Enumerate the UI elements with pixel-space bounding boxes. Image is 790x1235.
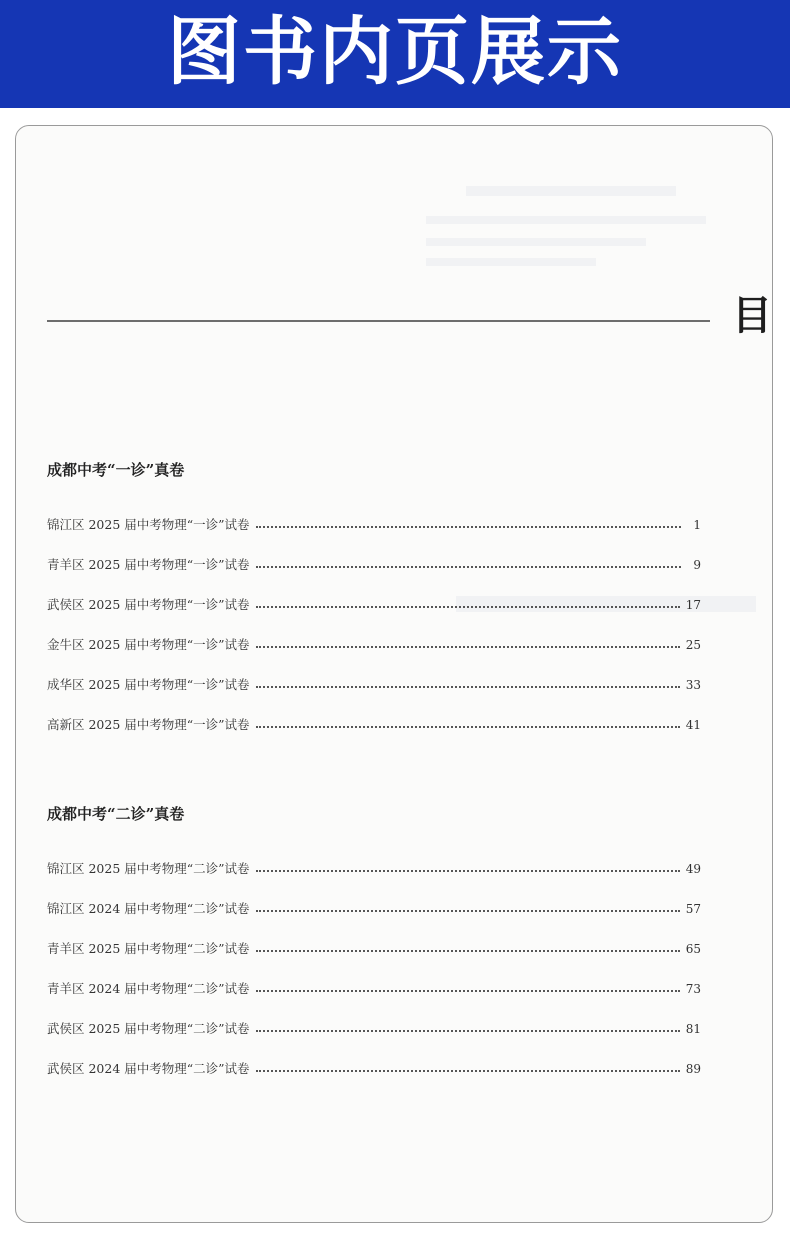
dot-leader xyxy=(256,685,680,688)
dot-leader xyxy=(256,989,680,992)
dot-leader xyxy=(256,1069,680,1072)
toc-entry[interactable] xyxy=(47,937,701,955)
toc-entry-title: 成华区 2025 届中考物理“一诊”试卷 xyxy=(47,676,250,692)
toc-entry-title: 锦江区 2025 届中考物理“一诊”试卷 xyxy=(47,516,250,532)
toc-entry[interactable] xyxy=(47,633,701,651)
toc-entry-title: 青羊区 2024 届中考物理“二诊”试卷 xyxy=(47,980,250,996)
toc-entry-page: 41 xyxy=(685,718,701,732)
toc-entry[interactable] xyxy=(47,713,701,731)
dot-leader xyxy=(256,869,680,872)
dot-leader xyxy=(256,525,681,528)
toc-entry[interactable] xyxy=(47,897,701,915)
section-heading: 成都中考“二诊”真卷 xyxy=(47,805,185,823)
toc-entry-title: 锦江区 2025 届中考物理“二诊”试卷 xyxy=(47,860,250,876)
show-through-shadow xyxy=(426,238,646,246)
dot-leader xyxy=(256,605,680,608)
toc-entry-title: 青羊区 2025 届中考物理“一诊”试卷 xyxy=(47,556,250,572)
toc-entry-page: 33 xyxy=(685,678,701,692)
section-heading: 成都中考“一诊”真卷 xyxy=(47,461,185,479)
toc-entry-page: 65 xyxy=(685,942,701,956)
toc-entry-title: 武侯区 2025 届中考物理“一诊”试卷 xyxy=(47,596,250,612)
toc-entry[interactable] xyxy=(47,513,701,531)
toc-entry-title: 锦江区 2024 届中考物理“二诊”试卷 xyxy=(47,900,250,916)
toc-entry[interactable] xyxy=(47,977,701,995)
toc-entry-page: 89 xyxy=(685,1062,701,1076)
banner-title: 图书内页展示 xyxy=(167,9,623,95)
toc-entry-page: 57 xyxy=(685,902,701,916)
toc-entry-title: 武侯区 2025 届中考物理“二诊”试卷 xyxy=(47,1020,250,1036)
contents-tab-char: 目 xyxy=(732,293,772,339)
toc-entry-title: 金牛区 2025 届中考物理“一诊”试卷 xyxy=(47,636,250,652)
toc-entry-title: 青羊区 2025 届中考物理“二诊”试卷 xyxy=(47,940,250,956)
dot-leader xyxy=(256,909,680,912)
show-through-shadow xyxy=(426,258,596,266)
toc-entry-page: 9 xyxy=(693,558,701,572)
toc-entry-page: 17 xyxy=(685,598,701,612)
toc-entry-page: 73 xyxy=(685,982,701,996)
toc-entry[interactable] xyxy=(47,857,701,875)
toc-entry-page: 81 xyxy=(685,1022,701,1036)
dot-leader xyxy=(256,949,680,952)
toc-entry[interactable] xyxy=(47,593,701,611)
show-through-shadow xyxy=(466,186,676,196)
toc-entry[interactable] xyxy=(47,553,701,571)
toc-entry-page: 25 xyxy=(685,638,701,652)
toc-entry[interactable] xyxy=(47,673,701,691)
dot-leader xyxy=(256,645,680,648)
toc-entry[interactable] xyxy=(47,1017,701,1035)
dot-leader xyxy=(256,1029,680,1032)
toc-entry-title: 武侯区 2024 届中考物理“二诊”试卷 xyxy=(47,1060,250,1076)
toc-entry[interactable] xyxy=(47,1057,701,1075)
banner xyxy=(0,0,790,108)
dot-leader xyxy=(256,725,680,728)
book-page xyxy=(15,125,773,1223)
header-rule xyxy=(47,320,710,322)
toc-entry-title: 高新区 2025 届中考物理“一诊”试卷 xyxy=(47,716,250,732)
toc-entry-page: 1 xyxy=(693,518,701,532)
dot-leader xyxy=(256,565,681,568)
show-through-shadow xyxy=(426,216,706,224)
toc-entry-page: 49 xyxy=(685,862,701,876)
